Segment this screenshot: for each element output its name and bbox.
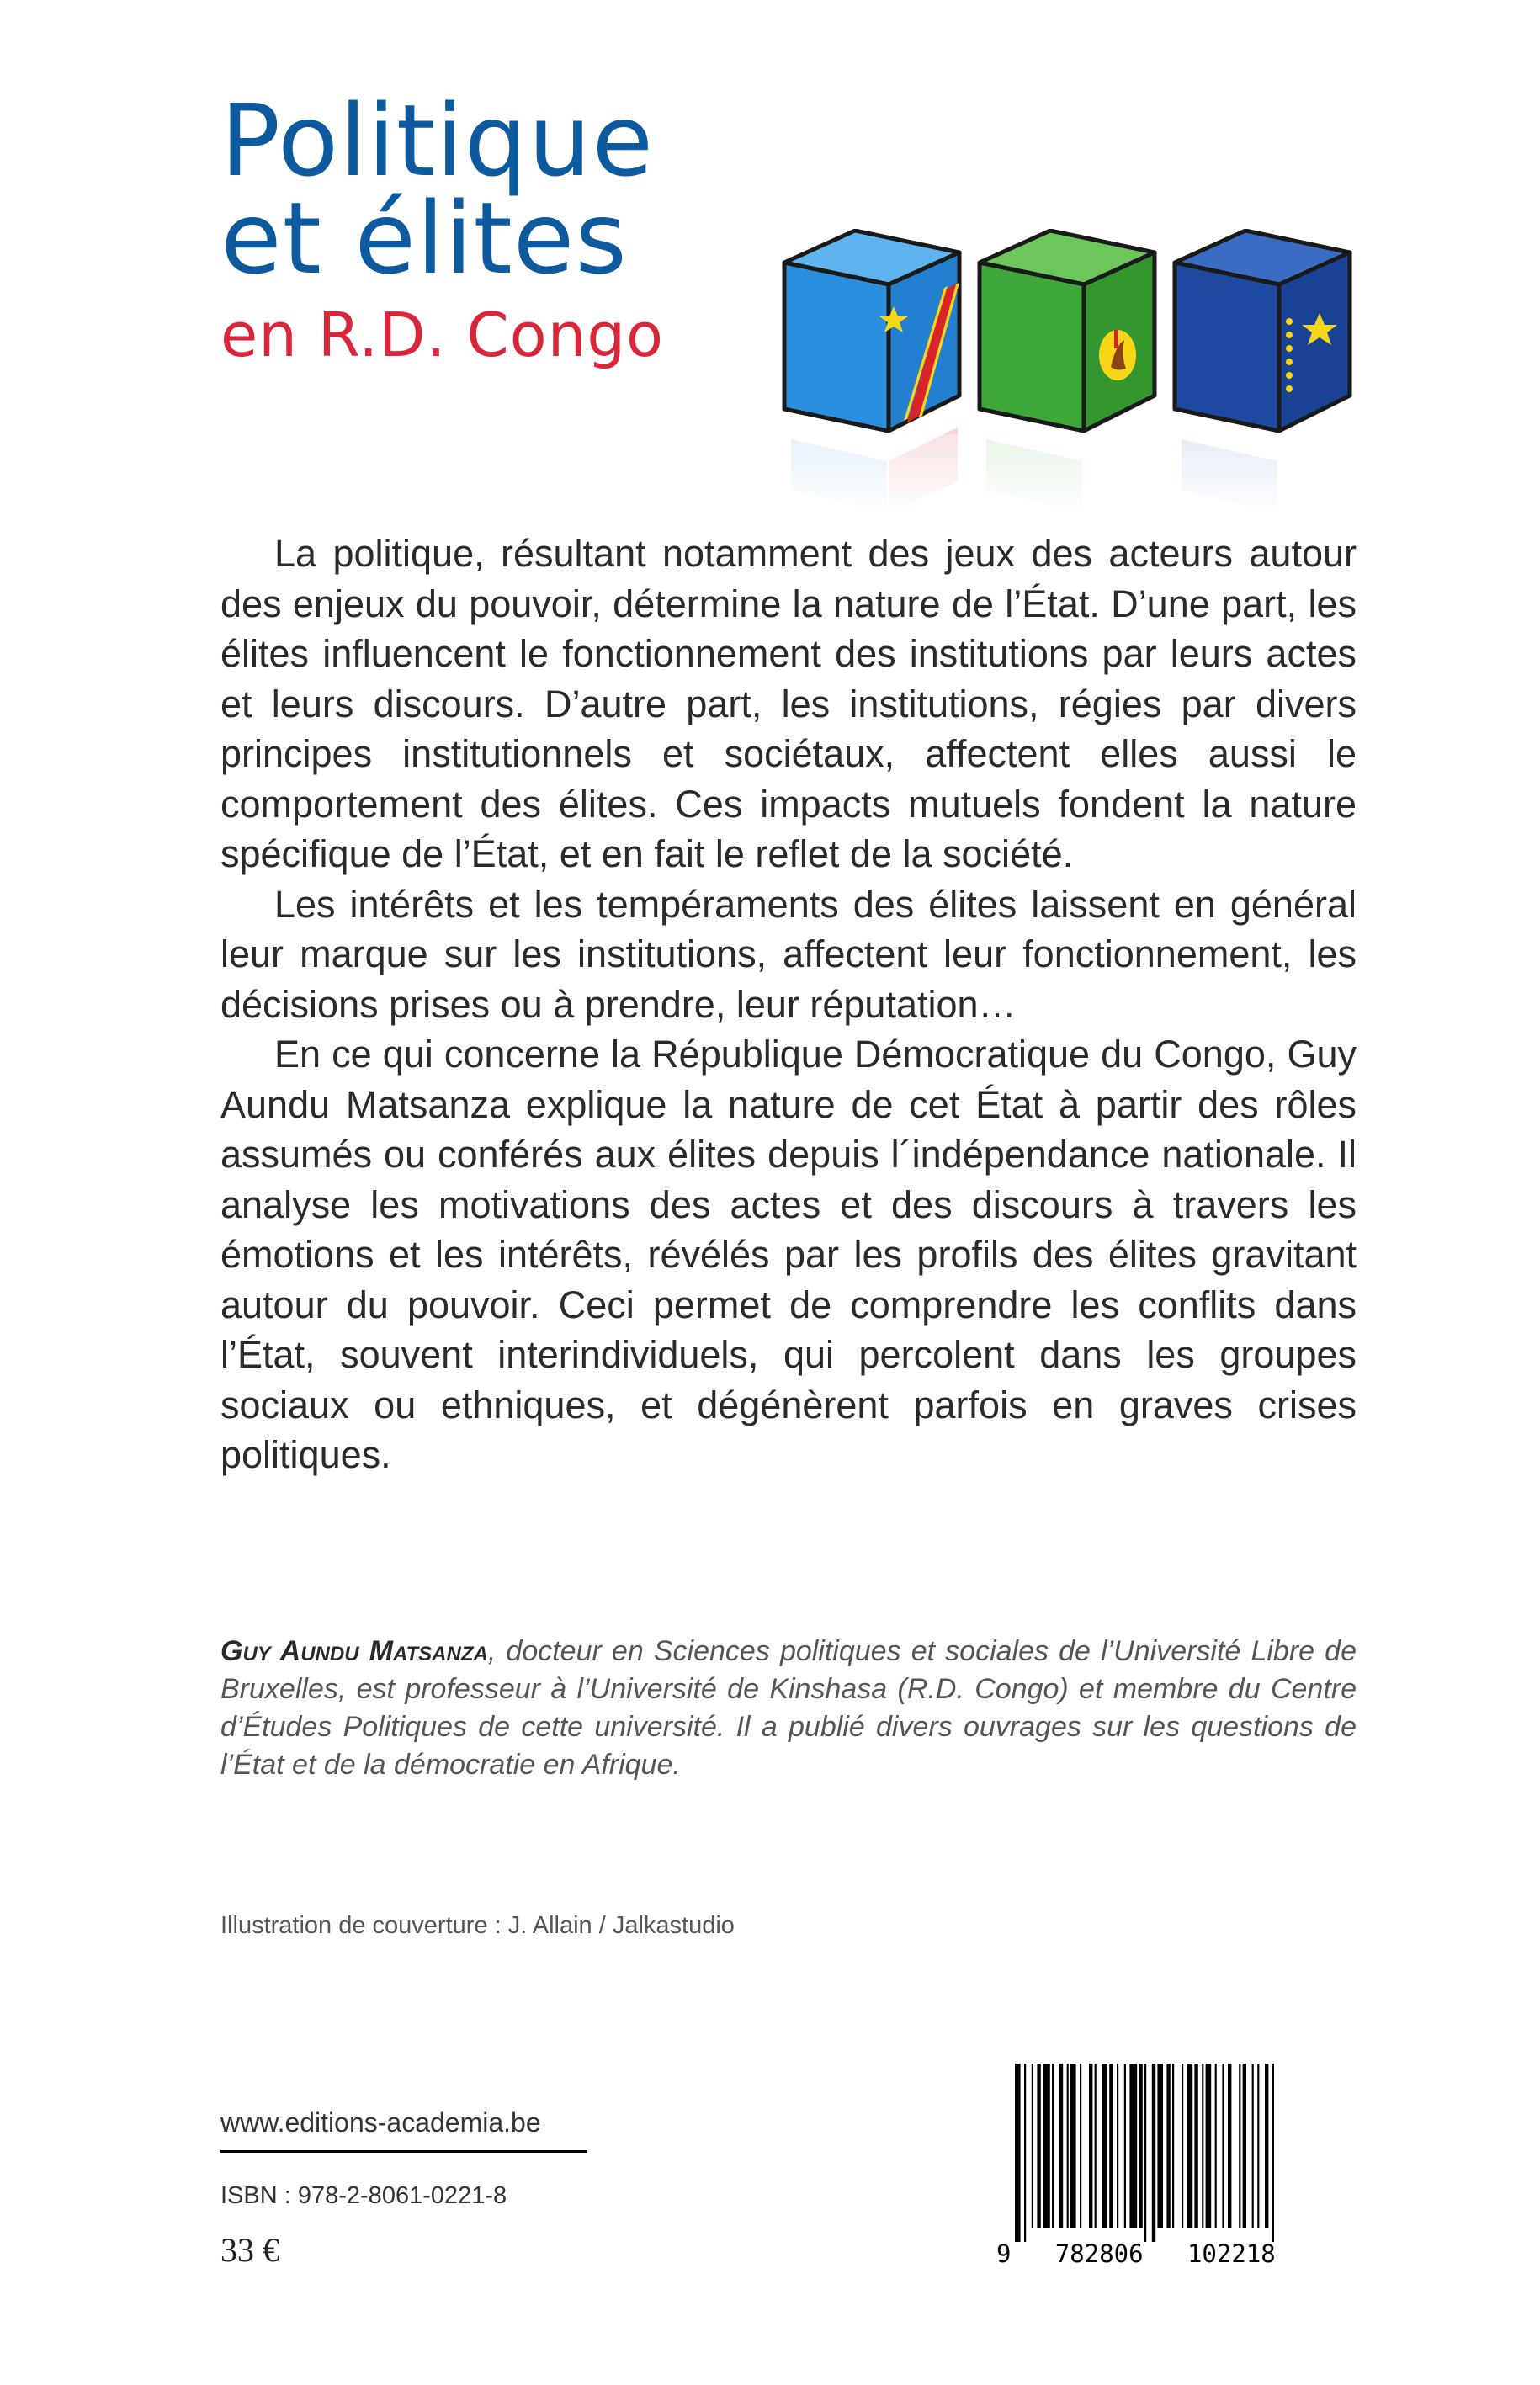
author-bio-text: , docteur en Sciences politiques et sociales de l’Université Libre de Bruxelles, est professeur à l’Université de Kinshasa (R.D. Congo) et membre du Centre d’Études Politiques de cette université. Il a publié divers ouvrages sur les questions de l’État et de la démocratie en Afrique. [220,1635,1357,1781]
barcode-bar [1257,2064,1259,2228]
barcode-bar [1239,2064,1240,2228]
barcode-bar [1059,2064,1063,2228]
barcode-bar [1166,2064,1170,2228]
barcode-digits: 9 782806 102218 [996,2239,1276,2267]
barcode-bars [1015,2064,1274,2242]
barcode-bar [1152,2064,1155,2242]
author-name: Guy Aundu Matsanza [220,1635,488,1667]
blurb-paragraph-3: En ce qui concerne la République Démocratique du Congo, Guy Aundu Matsanza explique la nature de cet État à partir des rôles assumés ou conférés aux élites depuis l´indépendance nationale. Il analyse les motivations des actes et des discours à travers les émotions et les intérêts, révélés par les profils des élites gravitant autour du pouvoir. Ceci permet de comprendre les conflits dans l’État, souvent interindividuels, qui percolent dans les groupes sociaux ou ethniques, et dégénèrent parfois en graves crises politiques. [220,1033,1357,1476]
barcode-bar [1070,2064,1076,2228]
barcode-bar [1222,2064,1224,2228]
barcode-bar [1024,2064,1026,2242]
publisher-website: www.editions-academia.be [220,2107,587,2153]
barcode-bar [1037,2064,1040,2228]
barcode-bar [1206,2064,1212,2228]
author-bio [220,1633,1357,1784]
isbn-barcode [990,2064,1323,2267]
barcode-bar [1080,2064,1081,2228]
book-title-line-1: Politique [220,82,655,199]
barcode-bar [1129,2064,1137,2228]
barcode-bar [1109,2064,1113,2228]
barcode-bar [1228,2064,1231,2228]
cover-illustration-credit: Illustration de couverture : J. Allain / Jalkastudio [220,1912,735,1939]
barcode-bar [1052,2064,1054,2228]
book-title-line-2: et élites [220,180,628,296]
barcode-bar [1172,2064,1174,2228]
barcode-bar [1215,2064,1217,2228]
barcode-bar [1117,2064,1118,2228]
barcode-bar [1015,2064,1021,2242]
barcode-bar [1089,2064,1092,2228]
isbn: ISBN : 978-2-8061-0221-8 [220,2182,507,2209]
price: 33 € [220,2231,279,2269]
barcode-bar [1043,2064,1050,2228]
blurb-paragraph-1: La politique, résultant notamment des jeux des acteurs autour des enjeux du pouvoir, détermine la nature de l’État. D’une part, les élites influencent le fonctionnement des institutions par leurs actes et leurs discours. D’autre part, les institutions, régies par divers principes institutionnels et sociétaux, affectent elles aussi le comportement des élites. Ces impacts mutuels fondent la nature spécifique de l’État, et en fait le reflet de la société. [220,532,1357,875]
barcode-bar [1139,2064,1142,2228]
barcode-bar [1032,2064,1033,2228]
blurb-paragraph-2: Les intérêts et les tempéraments des élites laissent en général leur marque sur les institutions, affectent leur fonctionnement, les décisions prises ou à prendre, leur réputation… [220,882,1357,1026]
barcode-bar [1202,2064,1203,2228]
barcode-bar [1157,2064,1163,2228]
title-block [220,82,665,370]
barcode-bar [1095,2064,1097,2228]
barcode-bar [1194,2064,1197,2228]
barcode-bar [1124,2064,1126,2228]
barcode-bar [1243,2064,1246,2228]
barcode-bar [1067,2064,1069,2228]
book-subtitle: en R.D. Congo [220,300,665,370]
barcode-bar [1102,2064,1107,2228]
barcode-bar [1272,2064,1274,2242]
barcode-bar [1182,2064,1183,2228]
barcode-bar [1265,2064,1268,2228]
barcode-bar [1187,2064,1193,2228]
barcode-bar [1144,2064,1146,2242]
back-cover-blurb [220,529,1357,1480]
barcode-bar [1252,2064,1254,2228]
flag-cubes-illustration [781,229,1370,515]
